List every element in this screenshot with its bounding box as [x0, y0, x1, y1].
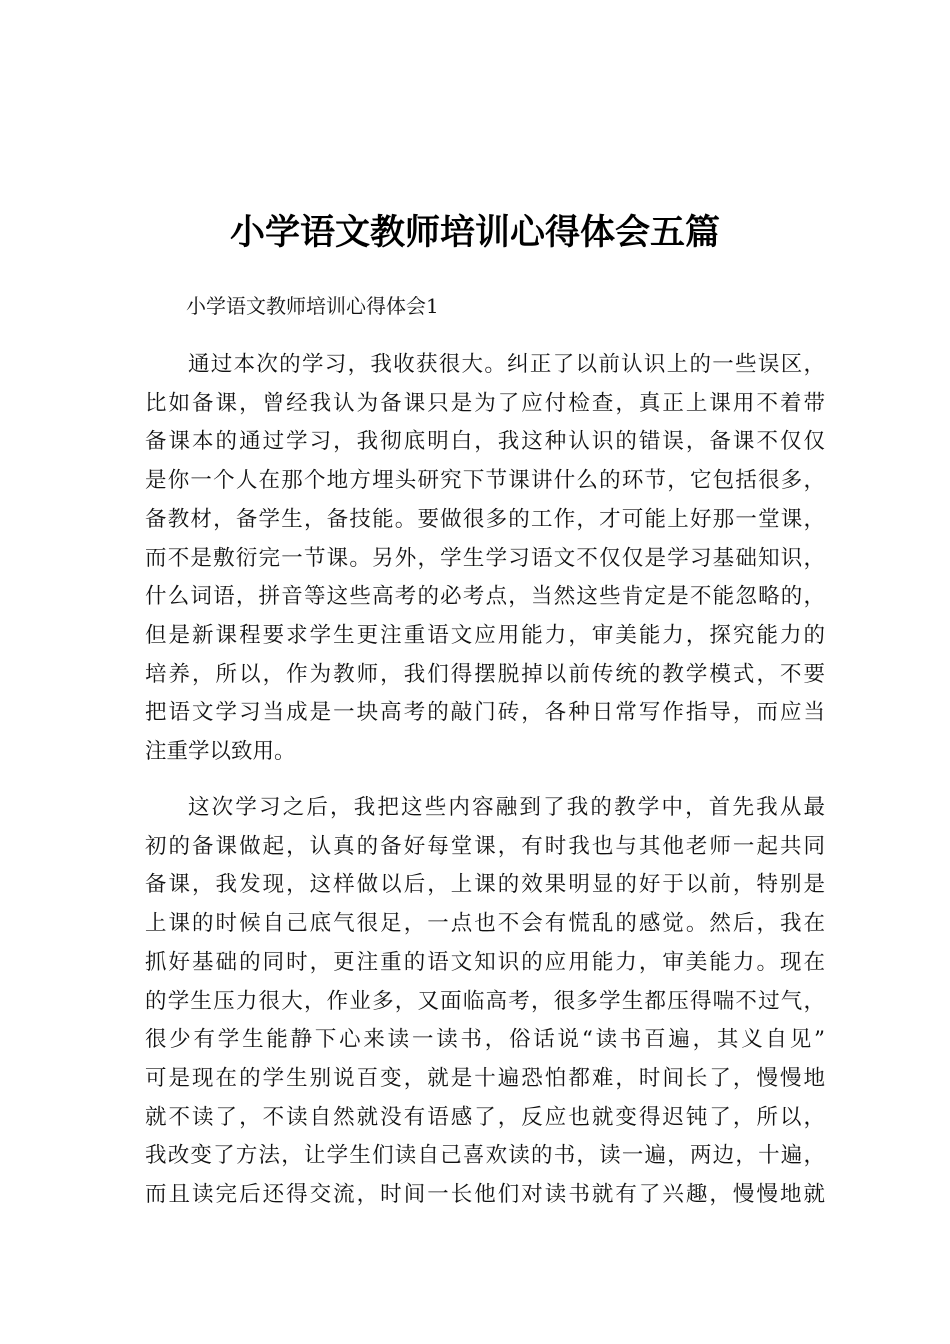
paragraph-line: 上课的时候自己底气很足，一点也不会有慌乱的感觉。然后，我在	[145, 911, 825, 937]
paragraph-line: 培养，所以，作为教师，我们得摆脱掉以前传统的教学模式，不要	[145, 661, 825, 687]
paragraph-line: 备课，我发现，这样做以后，上课的效果明显的好于以前，特别是	[145, 872, 825, 898]
paragraph-2	[145, 789, 825, 1215]
paragraph-line: 注重学以致用。	[145, 739, 296, 765]
paragraph-line: 备课本的通过学习，我彻底明白，我这种认识的错误，备课不仅仅	[145, 429, 825, 455]
paragraph-line: 是你一个人在那个地方埋头研究下节课讲什么的环节，它包括很多，	[145, 468, 825, 494]
paragraph-line: 把语文学习当成是一块高考的敲门砖，各种日常写作指导，而应当	[145, 700, 825, 726]
paragraph-line: 而且读完后还得交流，时间一长他们对读书就有了兴趣，慢慢地就	[145, 1182, 825, 1208]
paragraph-line: 初的备课做起，认真的备好每堂课，有时我也与其他老师一起共同	[145, 833, 825, 859]
paragraph-line: 很少有学生能静下心来读一读书，俗话说“读书百遍，其义自见”	[145, 1027, 825, 1053]
paragraph-line: 比如备课，曾经我认为备课只是为了应付检查，真正上课用不着带	[145, 390, 825, 416]
paragraph-line: 备教材，备学生，备技能。要做很多的工作，才可能上好那一堂课，	[145, 506, 825, 532]
paragraph-line: 通过本次的学习，我收获很大。纠正了以前认识上的一些误区，	[188, 352, 825, 377]
document-title: 小学语文教师培训心得体会五篇	[229, 213, 720, 253]
paragraph-line: 而不是敷衍完一节课。另外，学生学习语文不仅仅是学习基础知识，	[145, 545, 825, 571]
paragraph-line: 就不读了，不读自然就没有语感了，反应也就变得迟钝了，所以，	[145, 1104, 825, 1130]
paragraph-line: 什么词语，拼音等这些高考的必考点，当然这些肯定是不能忽略的，	[145, 584, 825, 610]
paragraph-line: 的学生压力很大，作业多，又面临高考，很多学生都压得喘不过气，	[145, 988, 825, 1014]
paragraph-line: 抓好基础的同时，更注重的语文知识的应用能力，审美能力。现在	[145, 949, 825, 975]
section-heading: 小学语文教师培训心得体会1	[186, 294, 439, 318]
paragraph-line: 但是新课程要求学生更注重语文应用能力，审美能力，探究能力的	[145, 622, 825, 648]
paragraph-line: 可是现在的学生别说百变，就是十遍恐怕都难，时间长了，慢慢地	[145, 1065, 825, 1091]
paragraph-line: 这次学习之后，我把这些内容融到了我的教学中，首先我从最	[188, 795, 825, 820]
paragraph-1	[145, 346, 825, 772]
paragraph-line: 我改变了方法，让学生们读自己喜欢读的书，读一遍，两边，十遍，	[145, 1143, 825, 1169]
